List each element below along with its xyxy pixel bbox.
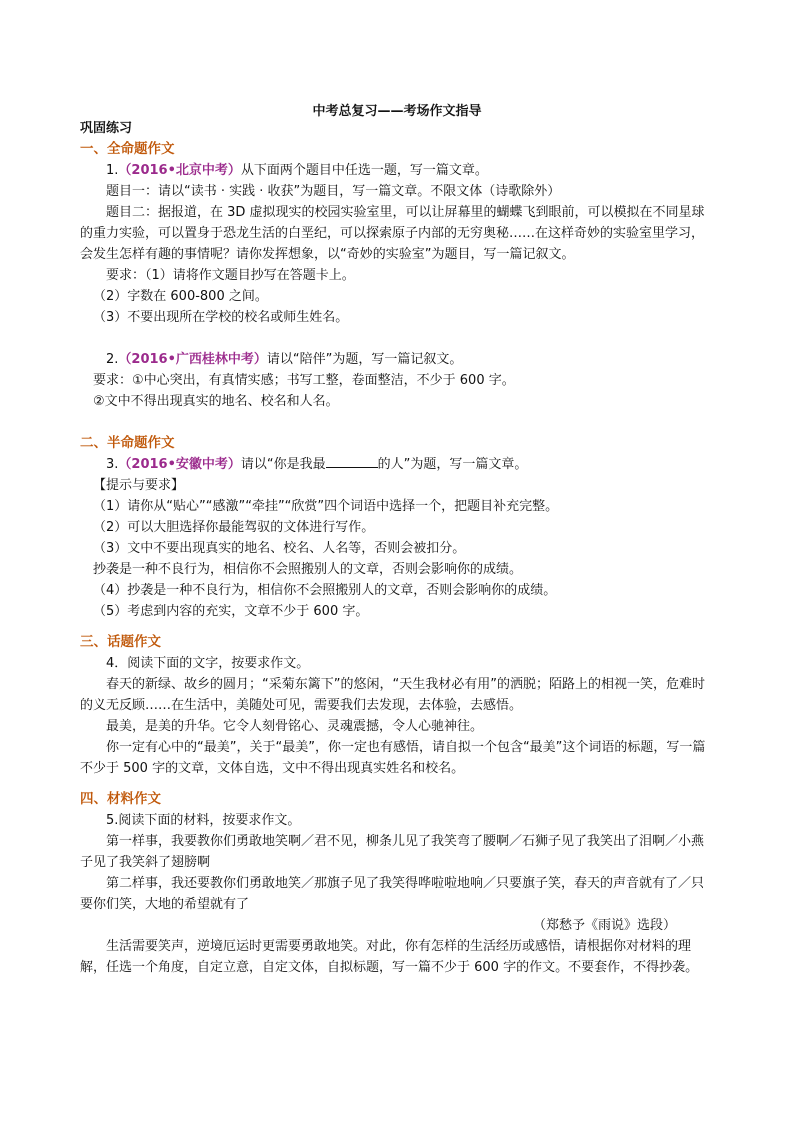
- section-heading-2: 二、半命题作文: [80, 435, 175, 451]
- question-5: 5.阅读下面的材料，按要求作文。: [106, 813, 301, 828]
- question-2: 2.（2016•广西桂林中考）请以“陪伴”为题，写一篇记叙文。: [106, 352, 463, 367]
- question-1-req-1: 要求：（1）请将作文题目抄写在答题卡上。: [106, 268, 355, 283]
- question-3-req-1: （1）请你从“贴心”“感激”“牵挂”“欣赏”四个词语中选择一个，把题目补充完整。: [93, 499, 559, 514]
- question-3-req-2: （2）可以大胆选择你最能驾驭的文体进行写作。: [93, 520, 375, 535]
- question-3-req-3b: 抄袭是一种不良行为，相信你不会照搬别人的文章，否则会影响你的成绩。: [93, 562, 523, 577]
- question-3-req-3: （3）文中不要出现真实的地名、校名、人名等，否则会被扣分。: [93, 541, 466, 556]
- section-heading-4: 四、材料作文: [80, 791, 161, 807]
- question-3: 3.（2016•安徽中考）请以“你是我最 的人”为题，写一篇文章。: [106, 457, 528, 472]
- citation: （郑愁予《雨说》选段）: [532, 918, 676, 933]
- question-1-req-3: （3）不要出现所在学校的校名或师生姓名。: [93, 310, 349, 325]
- question-4-para-3: 你一定有心中的“最美”，关于“最美”，你一定也有感悟，请自拟一个包含“最美”这个词语的标题，写一篇不少于 500 字的文章，文体自选，文中不得出现真实姓名和校名。: [80, 740, 706, 776]
- source-label: （2016•北京中考）: [118, 163, 241, 178]
- question-4-para-2: 最美，是美的升华。它令人刻骨铭心、灵魂震撼，令人心驰神往。: [106, 719, 484, 734]
- question-3-tip: 【提示与要求】: [93, 478, 185, 493]
- question-4-para-1: 春天的新绿、故乡的圆月；“采菊东篱下”的悠闲，“天生我材必有用”的洒脱；陌路上的相视一笑，危难时的义无反顾……在生活中，美随处可见，需要我们去发现，去体验，去感悟。: [80, 677, 705, 713]
- question-3-req-5: （5）考虑到内容的充实，文章不少于 600 字。: [93, 604, 369, 619]
- fill-blank: [326, 455, 378, 468]
- question-3-req-4: （4）抄袭是一种不良行为，相信你不会照搬别人的文章，否则会影响你的成绩。: [93, 583, 557, 598]
- question-2-req-2: ②文中不得出现真实的地名、校名和人名。: [93, 394, 339, 409]
- section-heading-1: 一、全命题作文: [80, 141, 175, 157]
- question-5-para-1: 第一样事，我要教你们勇敢地笑啊／君不见，柳条儿见了我笑弯了腰啊／石狮子见了我笑出了泪啊／小燕子见了我笑斜了翅膀啊: [80, 834, 705, 870]
- section-heading-3: 三、话题作文: [80, 634, 161, 650]
- question-1-topic-2: 题目二：据报道，在 3D 虚拟现实的校园实验室里，可以让屏幕里的蝴蝶飞到眼前，可以模拟在不同星球的重力实验，可以置身于恐龙生活的白垩纪，可以探索原子内部的无穷奥秘……在这样奇妙的实验室里学习，会发生怎样有趣的事情呢？请你发挥想象，以“奇妙的实验室”为题目，写一篇记叙文。: [80, 205, 705, 262]
- page-title: 中考总复习——考场作文指导: [312, 104, 482, 119]
- question-1-topic-1: 题目一：请以“读书 · 实践 · 收获”为题目，写一篇文章。不限文体（诗歌除外）: [106, 184, 561, 199]
- question-5-para-3: 生活需要笑声，逆境厄运时更需要勇敢地笑。对此，你有怎样的生活经历或感悟，请根据你对材料的理解，任选一个角度，自定立意，自定文体，自拟标题，写一篇不少于 600 字的作文。不要套作，不得抄袭。: [80, 939, 699, 975]
- question-2-req-1: 要求：①中心突出，有真情实感；书写工整，卷面整洁，不少于 600 字。: [93, 373, 515, 388]
- question-1: 1.（2016•北京中考）从下面两个题目中任选一题，写一篇文章。: [106, 163, 488, 178]
- document-body: [80, 118, 714, 978]
- question-4: 4．阅读下面的文字，按要求作文。: [106, 656, 310, 671]
- question-1-req-2: （2）字数在 600-800 之间。: [93, 289, 268, 304]
- subsection-heading: 巩固练习: [80, 121, 133, 136]
- source-label: （2016•广西桂林中考）: [118, 352, 267, 367]
- question-5-para-2: 第二样事，我还要教你们勇敢地笑／那旗子见了我笑得哗啦啦地响／只要旗子笑，春天的声音就有了／只要你们笑，大地的希望就有了: [80, 876, 705, 912]
- source-label: （2016•安徽中考）: [118, 457, 241, 472]
